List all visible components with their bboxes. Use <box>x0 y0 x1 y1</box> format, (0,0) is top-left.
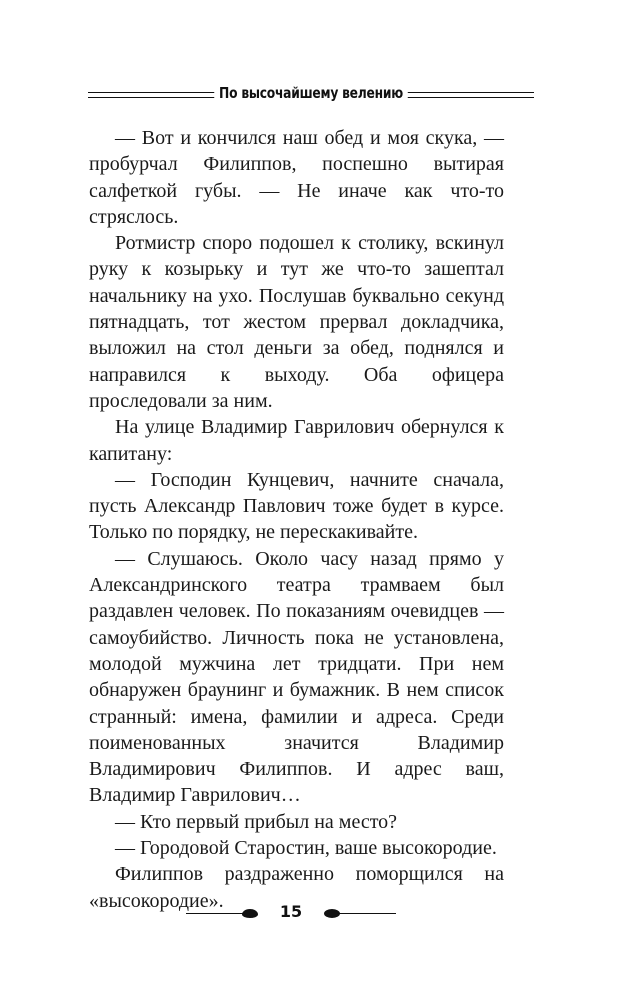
paragraph: — Господин Кунцевич, начните сначала, пусть Александр Павлович тоже будет в курсе. Только по порядку, не перескакивайте. <box>89 468 504 544</box>
paragraph: — Вот и кончился наш обед и моя скука, — пробурчал Филиппов, поспешно вытирая салфеткой губы. — Не иначе как что-то стряслось. <box>89 127 504 228</box>
paragraph: Ротмистр споро подошел к столику, вскинул руку к козырьку и тут же что-то зашептал начальнику на ухо. Послушав буквально секунд пятнадцать, тот жестом прервал докладчика, выложил на стол деньги за обед, поднялся и направился к выходу. Оба офицера проследовали за ним. <box>89 232 504 412</box>
paragraph: На улице Владимир Гаврилович обернулся к капитану: <box>89 416 504 465</box>
body-text <box>89 125 504 914</box>
paragraph: — Кто первый прибыл на место? <box>115 810 398 833</box>
footer-ornament-right-line <box>334 913 396 914</box>
page-number: 15 <box>279 902 303 921</box>
header-title-text: По высочайшему велению <box>214 84 408 102</box>
page-footer <box>186 902 396 926</box>
paragraph: Филиппов раздраженно поморщился на «высокородие». <box>89 863 504 912</box>
paragraph: — Городовой Старостин, ваше высокородие. <box>115 837 497 860</box>
running-header <box>88 82 534 106</box>
header-title <box>128 84 494 102</box>
paragraph: — Слушаюсь. Около часу назад прямо у Александринского театра трамваем был раздавлен человек. По показаниям очевидцев — самоубийство. Личность пока не установлена, молодой мужчина лет тридцати. При нем обнаружен браунинг и бумажник. В нем список странный: имена, фамилии и адреса. Среди поименованных значится Владимир Владимирович Филиппов. И адрес ваш, Владимир Гаврилович… <box>89 547 504 807</box>
